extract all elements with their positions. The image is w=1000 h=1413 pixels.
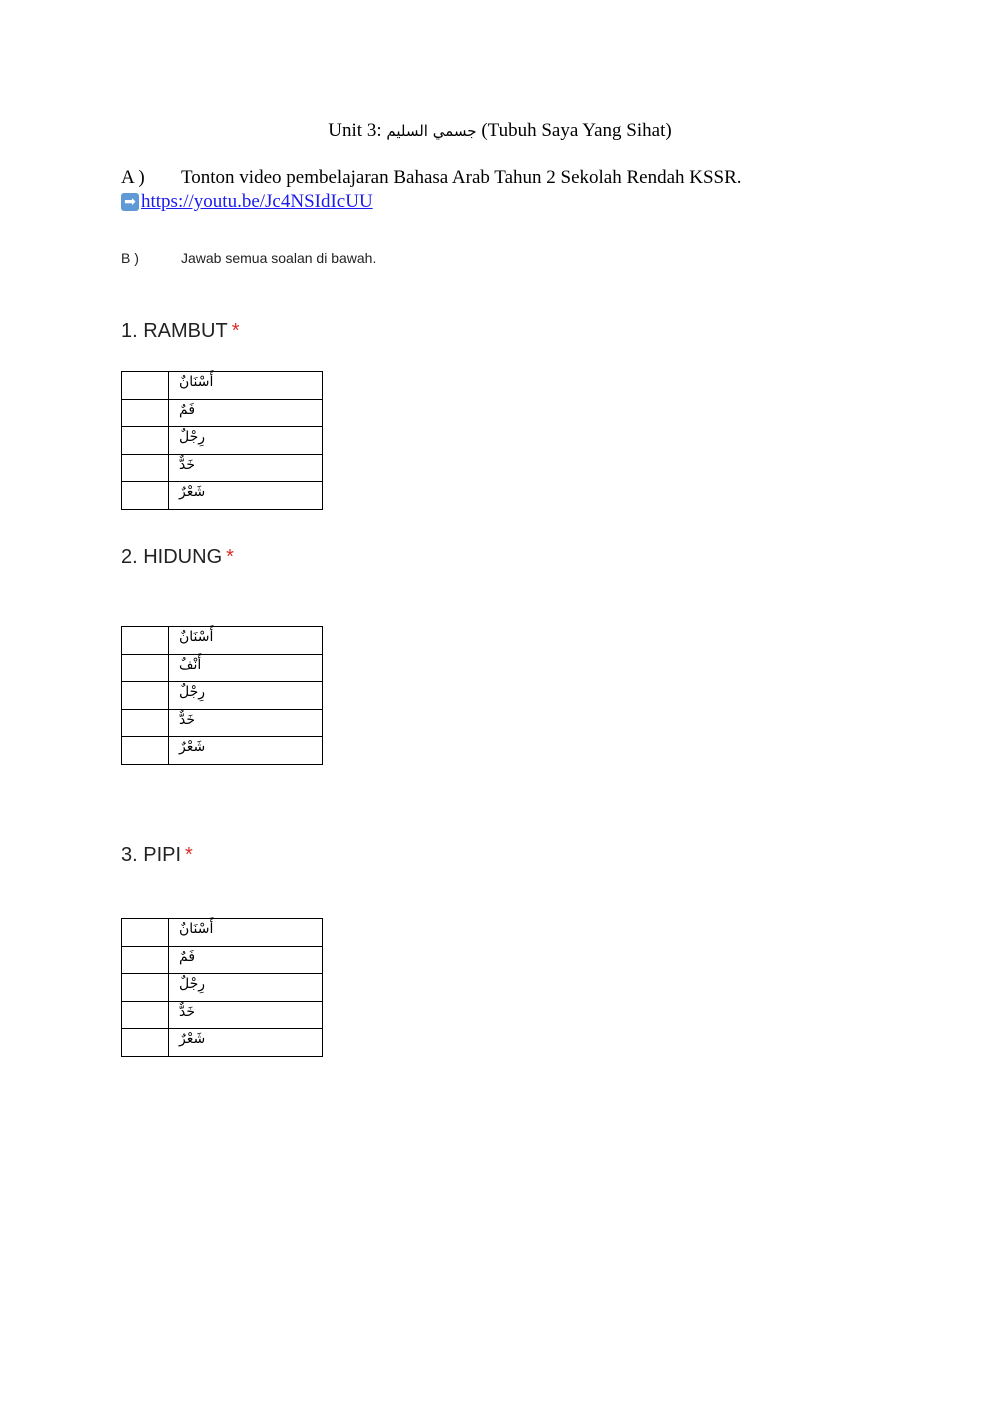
option-word: فَمٌ [169,946,323,974]
video-link-row [121,189,373,214]
option-row[interactable] [122,372,323,400]
option-word: رِجْلٌ [169,974,323,1002]
question-3-title [121,844,193,867]
required-marker: * [231,320,240,342]
question-1-label: 1. RAMBUT [121,320,228,342]
answer-box[interactable] [122,372,169,400]
title-arabic: جسمي السليم [386,122,477,140]
option-row[interactable] [122,1001,323,1029]
instruction-a-text: Tonton video pembelajaran Bahasa Arab Tahun 2 Sekolah Rendah KSSR. [181,167,742,188]
option-row[interactable] [122,946,323,974]
answer-box[interactable] [122,1029,169,1057]
option-row[interactable] [122,427,323,455]
option-word: رِجْلٌ [169,682,323,710]
answer-box[interactable] [122,427,169,455]
required-marker: * [185,844,193,866]
option-word: شَعْرٌ [169,482,323,510]
option-row[interactable] [122,654,323,682]
answer-box[interactable] [122,919,169,947]
title-prefix: Unit 3: [328,120,382,141]
option-row[interactable] [122,919,323,947]
question-2-options [121,626,323,765]
instruction-b-marker: B ) [121,250,139,266]
answer-box[interactable] [122,709,169,737]
title-suffix: (Tubuh Saya Yang Sihat) [481,120,672,141]
option-row[interactable] [122,482,323,510]
answer-box[interactable] [122,1001,169,1029]
option-word: شَعْرٌ [169,1029,323,1057]
option-row[interactable] [122,737,323,765]
question-1-options [121,371,323,510]
option-row[interactable] [122,627,323,655]
option-word: خَدٌّ [169,1001,323,1029]
answer-box[interactable] [122,974,169,1002]
answer-box[interactable] [122,482,169,510]
answer-box[interactable] [122,454,169,482]
option-word: خَدٌّ [169,709,323,737]
option-word: أَسْنَانٌ [169,919,323,947]
option-word: رِجْلٌ [169,427,323,455]
option-word: فَمٌ [169,399,323,427]
answer-box[interactable] [122,946,169,974]
question-3-options [121,918,323,1057]
option-word: أَنْفٌ [169,654,323,682]
option-word: أَسْنَانٌ [169,627,323,655]
option-row[interactable] [122,709,323,737]
required-marker: * [226,546,234,568]
instruction-b [121,250,376,266]
answer-box[interactable] [122,682,169,710]
option-row[interactable] [122,399,323,427]
video-link[interactable]: https://youtu.be/Jc4NSIdIcUU [141,191,373,212]
answer-box[interactable] [122,654,169,682]
option-row[interactable] [122,1029,323,1057]
instruction-a-marker: A ) [121,167,145,188]
instruction-a [121,165,742,190]
answer-box[interactable] [122,737,169,765]
arrow-right-icon: ➡ [121,193,139,211]
question-2-label: 2. HIDUNG [121,546,223,568]
option-word: خَدٌّ [169,454,323,482]
question-2-title [121,546,234,569]
question-3-label: 3. PIPI [121,844,182,866]
answer-box[interactable] [122,627,169,655]
option-row[interactable] [122,682,323,710]
option-row[interactable] [122,974,323,1002]
instruction-b-text: Jawab semua soalan di bawah. [181,250,377,266]
option-row[interactable] [122,454,323,482]
question-1-title [121,320,239,343]
option-word: أَسْنَانٌ [169,372,323,400]
page-title [0,120,1000,142]
option-word: شَعْرٌ [169,737,323,765]
answer-box[interactable] [122,399,169,427]
